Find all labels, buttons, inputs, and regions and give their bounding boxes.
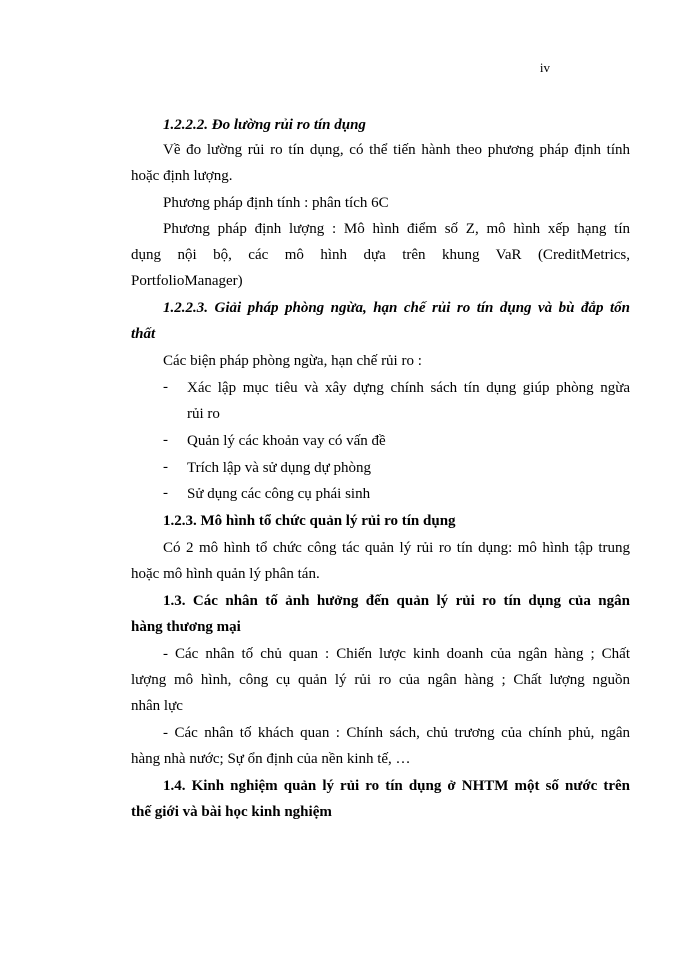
- section-heading-1-3-cont: hàng thương mại: [131, 619, 241, 635]
- paragraph-line: Các biện pháp phòng ngừa, hạn chế rủi ro :: [163, 353, 422, 369]
- bullet-marker: -: [163, 459, 168, 475]
- section-heading-1-4-cont: thế giới và bài học kinh nghiệm: [131, 804, 332, 820]
- paragraph-line: - Các nhân tố chủ quan : Chiến lược kinh doanh của ngân hàng ; Chất: [163, 646, 630, 662]
- bullet-marker: -: [163, 379, 168, 395]
- section-heading-1-4: 1.4. Kinh nghiệm quản lý rủi ro tín dụng ở NHTM một số nước trên: [163, 778, 630, 794]
- paragraph-line: hàng nhà nước; Sự ổn định của nền kinh tế, …: [131, 751, 411, 767]
- page-number: iv: [539, 60, 550, 75]
- paragraph-line: hoặc định lượng.: [131, 168, 233, 184]
- section-heading-1-2-3: 1.2.3. Mô hình tổ chức quản lý rủi ro tín dụng: [163, 513, 456, 529]
- paragraph-line: hoặc mô hình quản lý phân tán.: [131, 566, 320, 582]
- paragraph-line: Có 2 mô hình tổ chức công tác quản lý rủi ro tín dụng: mô hình tập trung: [163, 540, 630, 556]
- paragraph-line: dụng nội bộ, các mô hình dựa trên khung VaR (CreditMetrics,: [131, 247, 630, 263]
- paragraph-line: - Các nhân tố khách quan : Chính sách, chủ trương của chính phủ, ngân: [163, 725, 630, 741]
- paragraph-line: nhân lực: [131, 698, 183, 714]
- list-item: Quản lý các khoản vay có vấn đề: [187, 433, 386, 449]
- paragraph-line: Phương pháp định lượng : Mô hình điểm số Z, mô hình xếp hạng tín: [163, 221, 630, 237]
- bullet-marker: -: [163, 485, 168, 501]
- bullet-marker: -: [163, 432, 168, 448]
- paragraph-line: PortfolioManager): [131, 273, 243, 289]
- list-item: Sử dụng các công cụ phái sinh: [187, 486, 371, 502]
- list-item: Trích lập và sử dụng dự phòng: [187, 460, 372, 476]
- paragraph-line: Về đo lường rủi ro tín dụng, có thể tiến hành theo phương pháp định tính: [163, 142, 630, 158]
- section-heading-1-2-2-3-cont: thất: [131, 326, 156, 342]
- section-heading-1-2-2-3: 1.2.2.3. Giải pháp phòng ngừa, hạn chế rủi ro tín dụng và bù đắp tổn: [163, 300, 630, 316]
- section-heading-1-2-2-2: 1.2.2.2. Đo lường rủi ro tín dụng: [163, 117, 366, 133]
- paragraph-line: Phương pháp định tính : phân tích 6C: [163, 195, 389, 211]
- list-item: rủi ro: [187, 406, 220, 422]
- section-heading-1-3: 1.3. Các nhân tố ảnh hưởng đến quản lý rủi ro tín dụng của ngân: [163, 593, 630, 609]
- paragraph-line: lượng mô hình, công cụ quản lý rủi ro của ngân hàng ; Chất lượng nguồn: [131, 672, 630, 688]
- list-item: Xác lập mục tiêu và xây dựng chính sách tín dụng giúp phòng ngừa: [187, 380, 630, 396]
